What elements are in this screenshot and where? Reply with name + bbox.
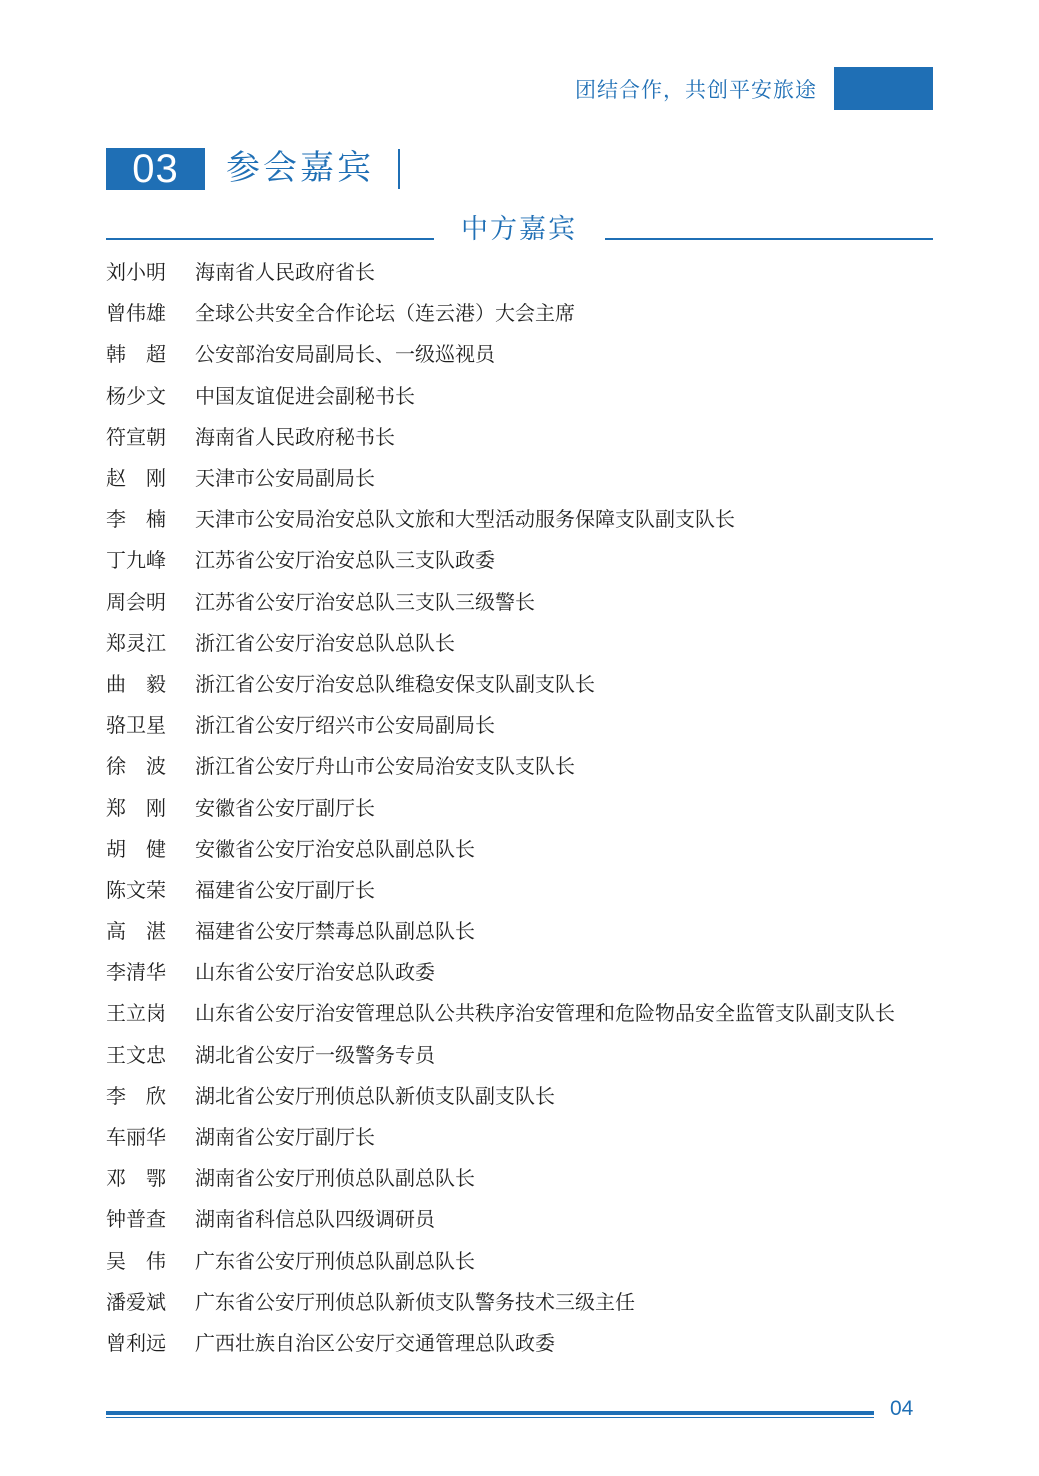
guest-row: [106, 332, 966, 373]
guest-name: 骆卫星: [106, 713, 166, 738]
guest-row: [106, 456, 966, 497]
guest-row: [106, 909, 966, 950]
guest-name: 李 楠: [106, 507, 166, 532]
guest-name: 车丽华: [106, 1125, 166, 1150]
guest-name: 高 湛: [106, 919, 166, 944]
guest-row: [106, 703, 966, 744]
guest-row: [106, 1115, 966, 1156]
guest-name: 郑 刚: [106, 795, 166, 820]
subheading: 中方嘉宾: [461, 214, 577, 245]
guest-title: 公安部治安局副局长、一级巡视员: [195, 342, 495, 367]
guest-row: [106, 1239, 966, 1280]
guest-name: 潘爱斌: [106, 1289, 166, 1314]
guest-name: 曾伟雄: [106, 301, 166, 326]
guest-row: [106, 1321, 966, 1362]
guest-title: 广东省公安厅刑侦总队副总队长: [195, 1248, 475, 1273]
guest-name: 周会明: [106, 589, 166, 614]
guest-title: 广西壮族自治区公安厅交通管理总队政委: [195, 1330, 555, 1355]
guest-row: [106, 950, 966, 991]
guest-title: 江苏省公安厅治安总队三支队政委: [195, 548, 495, 573]
guest-name: 王文忠: [106, 1042, 166, 1067]
guest-row: [106, 868, 966, 909]
guest-name: 陈文荣: [106, 877, 166, 902]
guest-name: 赵 刚: [106, 466, 166, 491]
guest-name: 徐 波: [106, 754, 166, 779]
guest-name: 钟普查: [106, 1207, 166, 1232]
guest-row: [106, 1280, 966, 1321]
guest-row: [106, 497, 966, 538]
page-number: 04: [890, 1397, 914, 1420]
guest-name: 刘小明: [106, 260, 166, 285]
guest-row: [106, 744, 966, 785]
guest-title: 中国友谊促进会副秘书长: [195, 383, 415, 408]
guest-list: [106, 250, 966, 1362]
guest-title: 湖南省公安厅刑侦总队副总队长: [195, 1166, 475, 1191]
guest-name: 符宣朝: [106, 424, 166, 449]
subheading-rule-right: [605, 238, 933, 240]
guest-title: 浙江省公安厅治安总队总队长: [195, 630, 455, 655]
guest-title: 浙江省公安厅绍兴市公安局副局长: [195, 713, 495, 738]
guest-title: 湖北省公安厅刑侦总队新侦支队副支队长: [195, 1083, 555, 1108]
guest-row: [106, 662, 966, 703]
guest-title: 山东省公安厅治安总队政委: [195, 960, 435, 985]
guest-name: 李 欣: [106, 1083, 166, 1108]
guest-title: 湖北省公安厅一级警务专员: [195, 1042, 435, 1067]
guest-row: [106, 415, 966, 456]
guest-row: [106, 621, 966, 662]
guest-title: 福建省公安厅禁毒总队副总队长: [195, 919, 475, 944]
header-slogan: 团结合作，共创平安旅途: [575, 78, 817, 102]
guest-title: 全球公共安全合作论坛（连云港）大会主席: [195, 301, 575, 326]
guest-name: 曾利远: [106, 1330, 166, 1355]
guest-name: 吴 伟: [106, 1248, 166, 1273]
guest-name: 王立岗: [106, 1001, 166, 1026]
guest-name: 韩 超: [106, 342, 166, 367]
guest-row: [106, 374, 966, 415]
guest-name: 丁九峰: [106, 548, 166, 573]
guest-title: 天津市公安局副局长: [195, 466, 375, 491]
guest-title: 天津市公安局治安总队文旅和大型活动服务保障支队副支队长: [195, 507, 735, 532]
guest-row: [106, 991, 966, 1032]
subheading-rule-left: [106, 238, 434, 240]
guest-title: 浙江省公安厅舟山市公安局治安支队支队长: [195, 754, 575, 779]
guest-title: 广东省公安厅刑侦总队新侦支队警务技术三级主任: [195, 1289, 635, 1314]
section-title: 参会嘉宾: [226, 148, 374, 188]
guest-row: [106, 827, 966, 868]
guest-row: [106, 1074, 966, 1115]
guest-title: 江苏省公安厅治安总队三支队三级警长: [195, 589, 535, 614]
guest-title: 湖南省公安厅副厅长: [195, 1125, 375, 1150]
title-divider-bar: [398, 149, 400, 189]
guest-title: 浙江省公安厅治安总队维稳安保支队副支队长: [195, 671, 595, 696]
guest-row: [106, 1197, 966, 1238]
guest-name: 胡 健: [106, 836, 166, 861]
guest-name: 李清华: [106, 960, 166, 985]
header-accent-block: [834, 67, 933, 110]
guest-row: [106, 538, 966, 579]
guest-row: [106, 291, 966, 332]
footer-rule: [106, 1411, 874, 1415]
guest-title: 山东省公安厅治安管理总队公共秩序治安管理和危险物品安全监管支队副支队长: [195, 1001, 895, 1026]
guest-row: [106, 1033, 966, 1074]
guest-row: [106, 250, 966, 291]
guest-row: [106, 580, 966, 621]
guest-row: [106, 1156, 966, 1197]
guest-name: 曲 毅: [106, 671, 166, 696]
guest-row: [106, 785, 966, 826]
guest-title: 湖南省科信总队四级调研员: [195, 1207, 435, 1232]
guest-title: 福建省公安厅副厅长: [195, 877, 375, 902]
footer-rule-thin: [106, 1417, 874, 1418]
guest-title: 海南省人民政府秘书长: [195, 424, 395, 449]
guest-title: 安徽省公安厅副厅长: [195, 795, 375, 820]
section-number: 03: [106, 148, 205, 190]
guest-name: 郑灵江: [106, 630, 166, 655]
guest-name: 杨少文: [106, 383, 166, 408]
guest-name: 邓 鄂: [106, 1166, 166, 1191]
guest-title: 安徽省公安厅治安总队副总队长: [195, 836, 475, 861]
guest-title: 海南省人民政府省长: [195, 260, 375, 285]
